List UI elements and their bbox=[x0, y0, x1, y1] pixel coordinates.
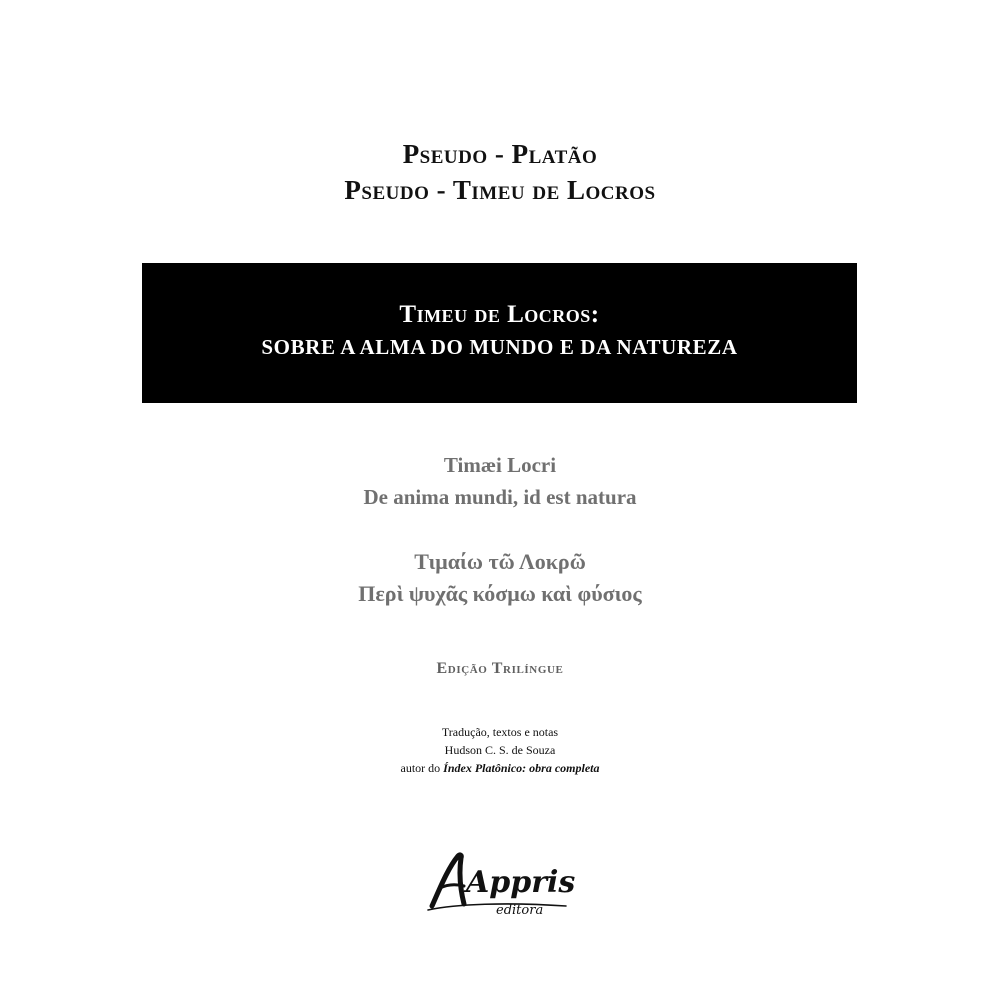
publisher-subtitle: editora bbox=[496, 903, 544, 918]
author-line-pseudo-platao: Pseudo - Platão bbox=[402, 139, 598, 169]
book-subtitle: SOBRE A ALMA DO MUNDO E DA NATUREZA bbox=[261, 335, 738, 359]
credits-work-title: Índex Platônico: obra completa bbox=[443, 761, 600, 775]
publisher-name: Appris bbox=[466, 865, 576, 900]
author-block bbox=[0, 136, 1000, 208]
book-title: Timeu de Locros: bbox=[399, 301, 600, 328]
author-line-pseudo-timeu: Pseudo - Timeu de Locros bbox=[344, 175, 656, 205]
appris-logo-icon bbox=[426, 848, 576, 920]
credits-block bbox=[0, 723, 1000, 777]
greek-title-line1: Τιμαίω τῶ Λοκρῶ bbox=[414, 549, 586, 574]
latin-title-block bbox=[0, 449, 1000, 513]
publisher-logo bbox=[426, 848, 576, 920]
latin-title-line1: Timæi Locri bbox=[443, 453, 557, 477]
greek-title-line2: Περὶ ψυχᾶς κόσμω καὶ φύσιος bbox=[358, 581, 642, 606]
latin-title-line2: De anima mundi, id est natura bbox=[363, 485, 637, 509]
credits-translation-line: Tradução, textos e notas bbox=[441, 725, 559, 739]
edition-label: Edição Trilíngue bbox=[436, 660, 564, 677]
credits-author-of-prefix: autor do bbox=[400, 761, 444, 775]
credits-author-of-line bbox=[0, 759, 1000, 777]
greek-title-block bbox=[0, 546, 1000, 610]
title-banner bbox=[142, 263, 857, 403]
credits-translator-name: Hudson C. S. de Souza bbox=[444, 743, 556, 757]
